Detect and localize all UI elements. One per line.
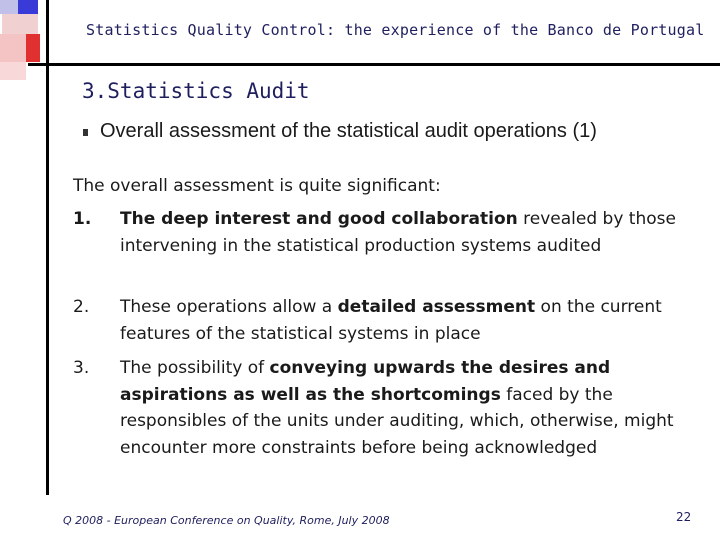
- list-item-bold: conveying upwards the desires and aspirations as well as the shortcomings: [120, 358, 611, 405]
- decorative-square: [2, 14, 38, 34]
- list-item-plain: revealed by those intervening in the statistical production systems audited: [120, 209, 676, 256]
- list-item-plain: The possibility of: [120, 358, 270, 378]
- bullet-heading: Overall assessment of the statistical audit operations (1): [100, 120, 597, 142]
- list-item-text: [120, 206, 693, 259]
- list-item-text: [120, 355, 693, 461]
- bullet-square-icon: [83, 129, 88, 136]
- list-item-plain: faced by the responsibles of the units under auditing, which, otherwise, might encounter more constraints before being acknowledged: [120, 384, 674, 458]
- vertical-divider: [46, 0, 49, 495]
- footer-text: Q 2008 - European Conference on Quality, Rome, July 2008: [63, 514, 390, 527]
- list-item-bold: detailed assessment: [337, 297, 536, 317]
- list-item-number: 2.: [73, 297, 90, 317]
- decorative-square: [26, 34, 40, 62]
- list-item-plain: on the current features of the statistical systems in place: [120, 297, 662, 344]
- list-item-text: [120, 294, 693, 347]
- list-item-number: 1.: [73, 209, 92, 229]
- list-item: [73, 206, 693, 259]
- section-title: 3.Statistics Audit: [82, 79, 310, 103]
- decorative-square: [0, 34, 26, 62]
- decorative-square: [18, 0, 38, 14]
- intro-text: The overall assessment is quite significant:: [73, 176, 441, 196]
- page-number: 22: [676, 510, 692, 524]
- list-item: [73, 355, 693, 461]
- list-item-number: 3.: [73, 358, 90, 378]
- decorative-square: [0, 0, 18, 14]
- slide-header-title: Statistics Quality Control: the experience of the Banco de Portugal: [86, 21, 705, 39]
- horizontal-divider: [28, 63, 720, 66]
- list-item-plain: These operations allow a: [120, 297, 338, 317]
- decorative-square: [0, 62, 26, 80]
- list-item-bold: The deep interest and good collaboration: [120, 209, 518, 229]
- list-item: [73, 294, 693, 347]
